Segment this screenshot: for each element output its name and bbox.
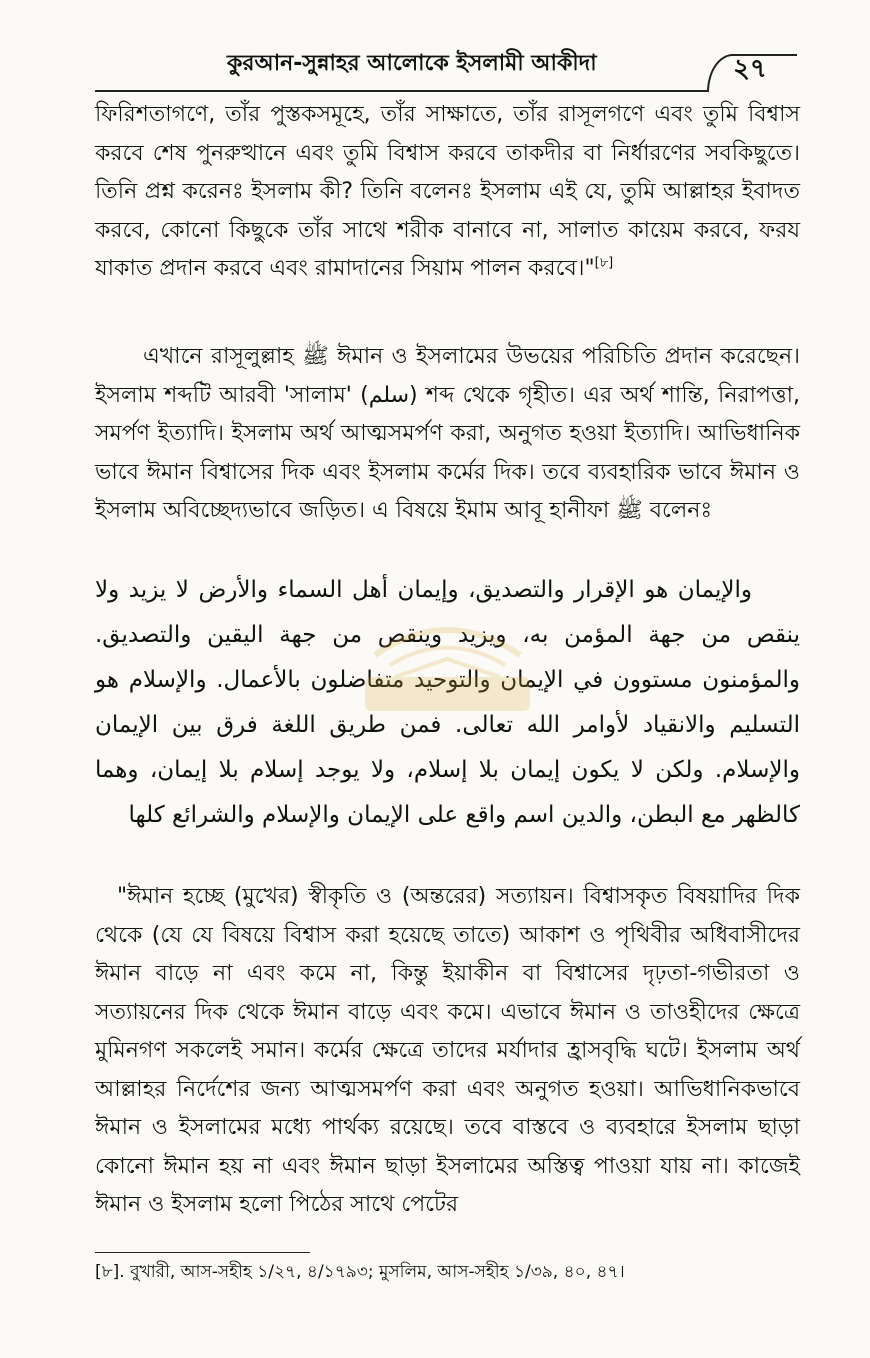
paragraph-hadith-ending — [95, 96, 800, 289]
footnote-rule — [95, 1252, 310, 1253]
paragraph-hadith-text: ফিরিশতাগণে, তাঁর পুস্তকসমূহে, তাঁর সাক্ষাতে, তাঁর রাসূলগণে এবং তুমি বিশ্বাস করবে শেষ পুনরুত্থানে এবং তুমি বিশ্বাস করবে তাকদীর বা নির্ধারণের সবকিছুতে। তিনি প্রশ্ন করেনঃ ইসলাম কী? তিনি বলেনঃ ইসলাম এই যে, তুমি আল্লাহর ইবাদত করবে, কোনো কিছুকে তাঁর সাথে শরীক বানাবে না, সালাত কায়েম করবে, ফরয যাকাত প্রদান করবে এবং রামাদানের সিয়াম পালন করবে।" — [95, 102, 800, 281]
arabic-quotation: والإيمان هو الإقرار والتصديق، وإيمان أهل السماء والأرض لا يزيد ولا ينقص من جهة المؤمن به، ويزيد وينقص من جهة اليقين والتصديق. والمؤمنون مستوون في الإيمان والتوحيد متفاضلون بالأعمال. والإسلام هو التسليم والانقياد لأوامر الله تعالى. فمن طريق اللغة فرق بين الإيمان والإسلام. ولكن لا يكون إيمان بلا إسلام، ولا يوجد إسلام بلا إيمان، وهما كالظهر مع البطن، والدين اسم واقع على الإيمان والإسلام والشرائع كلها — [95, 577, 800, 828]
paragraph-translation: "ঈমান হচ্ছে (মুখের) স্বীকৃতি ও (অন্তরের) সত্যায়ন। বিশ্বাসকৃত বিষয়াদির দিক থেকে (যে যে বিষয়ে বিশ্বাস করা হয়েছে তাতে) আকাশ ও পৃথিবীর অধিবাসীদের ঈমান বাড়ে না এবং কমে না, কিন্তু ইয়াকীন বা বিশ্বাসের দৃঢ়তা-গভীরতা ও সত্যায়নের দিক থেকে ঈমান বাড়ে এবং কমে। এভাবে ঈমান ও তাওহীদের ক্ষেত্রে মুমিনগণ সকলেই সমান। কর্মের ক্ষেত্রে তাদের মর্যাদার হ্রাসবৃদ্ধি ঘটে। ইসলাম অর্থ আল্লাহর নির্দেশের জন্য আত্মসমর্পণ করা এবং অনুগত হওয়া। আভিধানিকভাবে ঈমান ও ইসলামের মধ্যে পার্থক্য রয়েছে। তবে বাস্তবে ও ব্যবহারে ইসলাম ছাড়া কোনো ঈমান হয় না এবং ঈমান ছাড়া ইসলামের অস্তিত্ব পাওয়া যায় না। কাজেই ঈমান ও ইসলাম হলো পিঠের সাথে পেটের — [95, 884, 800, 1217]
running-header — [95, 40, 800, 92]
header-rule — [95, 90, 707, 92]
page-number: ২৭ — [733, 54, 767, 84]
paragraph-explanation: এখানে রাসূলুল্লাহ ﷺ ঈমান ও ইসলামের উভয়ের পরিচিতি প্রদান করেছেন। ইসলাম শব্দটি আরবী 'সালাম' (سلم) শব্দ থেকে গৃহীত। এর অর্থ শান্তি, নিরাপত্তা, সমর্পণ ইত্যাদি। ইসলাম অর্থ আত্মসমর্পণ করা, অনুগত হওয়া ইত্যাদি। আভিধানিক ভাবে ঈমান বিশ্বাসের দিক এবং ইসলাম কর্মের দিক। তবে ব্যবহারিক ভাবে ঈমান ও ইসলাম অবিচ্ছেদ্যভাবে জড়িত। এ বিষয়ে ইমাম আবূ হানীফা ﷺ বলেনঃ — [95, 344, 800, 523]
footnote: [৮]. বুখারী, আস-সহীহ ১/২৭, ৪/১৭৯৩; মুসলিম, আস-সহীহ ১/৩৯, ৪০, ৪৭। — [95, 1262, 625, 1282]
running-title: কুরআন-সুন্নাহর আলোকে ইসলামী আকীদা — [227, 51, 597, 76]
footnote-marker: [৮] — [594, 255, 614, 271]
